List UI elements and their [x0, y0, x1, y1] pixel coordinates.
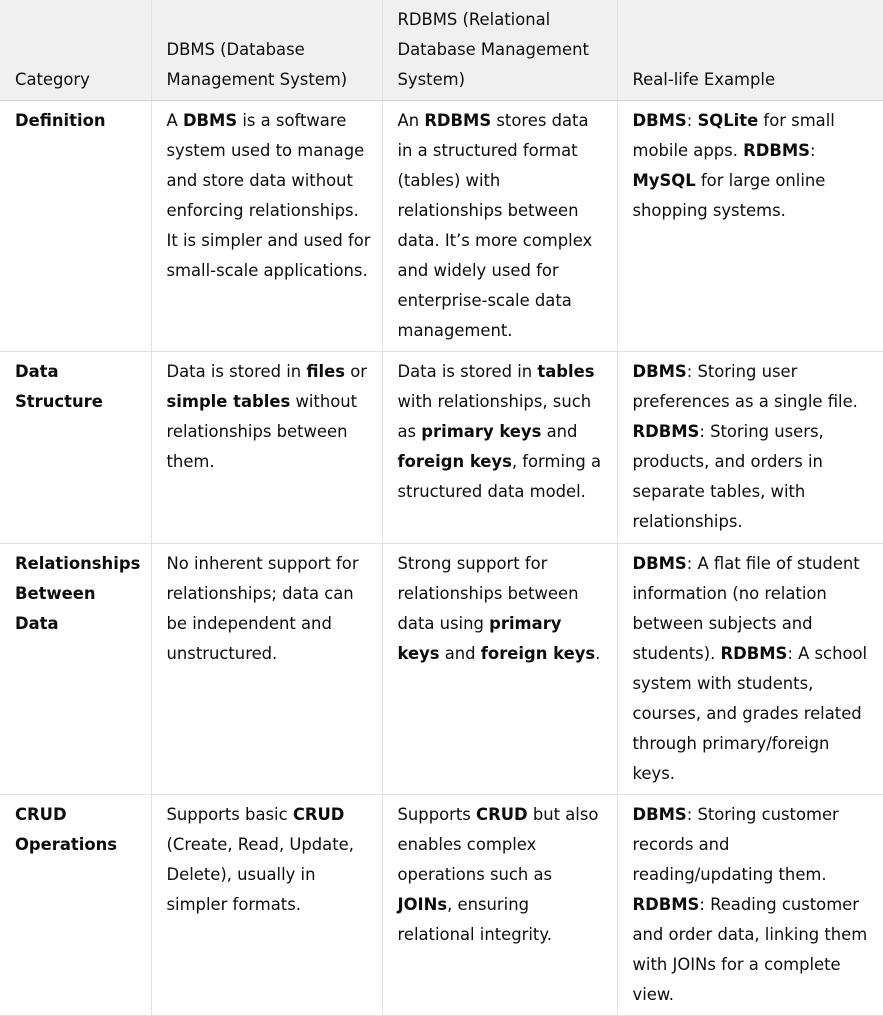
text-run: Data is stored in	[397, 362, 538, 381]
table-header	[0, 0, 883, 101]
text-run: for small mobile apps.	[632, 111, 835, 160]
text-run: and	[541, 422, 578, 441]
text-run: : Storing user preferences as a single file.	[632, 362, 858, 411]
text-run: and	[439, 644, 481, 663]
text-run: with relationships, such as	[397, 392, 592, 441]
text-run: : Storing customer records and reading/updating them.	[632, 805, 839, 884]
text-run: : Reading customer and order data, linking them with JOINs for a complete view.	[632, 895, 868, 1004]
row-rdbms	[382, 544, 617, 795]
text-run: No inherent support for relationships; data can be independent and unstructured.	[166, 554, 359, 663]
row-rdbms	[382, 101, 617, 352]
bold-text: RDBMS	[632, 895, 700, 914]
header-example: Real-life Example	[617, 0, 883, 101]
bold-text: RDBMS	[632, 422, 700, 441]
row-rdbms	[382, 795, 617, 1016]
row-example	[617, 101, 883, 352]
text-run: or	[345, 362, 367, 381]
table-row	[0, 352, 883, 544]
row-category: Relationships Between Data	[0, 544, 151, 795]
bold-text: DBMS	[182, 111, 238, 130]
header-rdbms: RDBMS (Relational Database Management System)	[382, 0, 617, 101]
row-category: CRUD Operations	[0, 795, 151, 1016]
table-row	[0, 795, 883, 1016]
text-run: :	[809, 141, 816, 160]
bold-text: RDBMS	[424, 111, 492, 130]
row-example	[617, 352, 883, 544]
bold-text: JOINs	[397, 895, 448, 914]
text-run: Strong support for relationships between data using	[397, 554, 579, 633]
text-run: : Storing users, products, and orders in separate tables, with relationships.	[632, 422, 824, 531]
row-example	[617, 544, 883, 795]
text-run: , ensuring relational integrity.	[397, 895, 552, 944]
row-category: Data Structure	[0, 352, 151, 544]
text-run: but also enables complex operations such as	[397, 805, 599, 884]
bold-text: files	[306, 362, 346, 381]
text-run: is a software system used to manage and store data without enforcing relationships. It is simpler and used for small-scale applications.	[166, 111, 371, 280]
bold-text: RDBMS	[743, 141, 810, 160]
bold-text: foreign keys	[480, 644, 596, 663]
text-run: , forming a structured data model.	[397, 452, 602, 501]
table-row	[0, 101, 883, 352]
table-row	[0, 544, 883, 795]
bold-text: primary keys	[397, 614, 562, 663]
text-run: Supports basic	[166, 805, 293, 824]
text-run: : A flat file of student information (no relation between subjects and students).	[632, 554, 860, 663]
bold-text: CRUD	[476, 805, 528, 824]
row-example	[617, 795, 883, 1016]
bold-text: DBMS	[632, 805, 687, 824]
row-dbms	[151, 352, 382, 544]
bold-text: CRUD	[292, 805, 345, 824]
row-dbms	[151, 101, 382, 352]
text-run: .	[595, 644, 601, 663]
bold-text: RDBMS	[720, 644, 788, 663]
text-run: Data is stored in	[166, 362, 307, 381]
text-run: An	[397, 111, 425, 130]
bold-text: simple tables	[166, 392, 291, 411]
text-run: A	[166, 111, 183, 130]
table-body	[0, 101, 883, 1016]
header-row	[0, 0, 883, 101]
bold-text: foreign keys	[397, 452, 512, 471]
bold-text: SQLite	[697, 111, 759, 130]
header-category: Category	[0, 0, 151, 101]
bold-text: DBMS	[632, 554, 687, 573]
text-run: (Create, Read, Update, Delete), usually in simpler formats.	[166, 835, 354, 914]
row-rdbms	[382, 352, 617, 544]
row-category: Definition	[0, 101, 151, 352]
bold-text: primary keys	[421, 422, 542, 441]
text-run: stores data in a structured format (tables) with relationships between data. It’s more complex and widely used for enterprise-scale data management.	[397, 111, 593, 340]
bold-text: MySQL	[632, 171, 696, 190]
text-run: :	[686, 111, 698, 130]
bold-text: DBMS	[632, 362, 687, 381]
text-run: without relationships between them.	[166, 392, 358, 471]
bold-text: tables	[537, 362, 595, 381]
text-run: Supports	[397, 805, 477, 824]
row-dbms	[151, 544, 382, 795]
header-dbms: DBMS (Database Management System)	[151, 0, 382, 101]
bold-text: DBMS	[632, 111, 687, 130]
text-run: for large online shopping systems.	[632, 171, 826, 220]
text-run: : A school system with students, courses, and grades related through primary/foreign keys.	[632, 644, 868, 783]
row-dbms	[151, 795, 382, 1016]
